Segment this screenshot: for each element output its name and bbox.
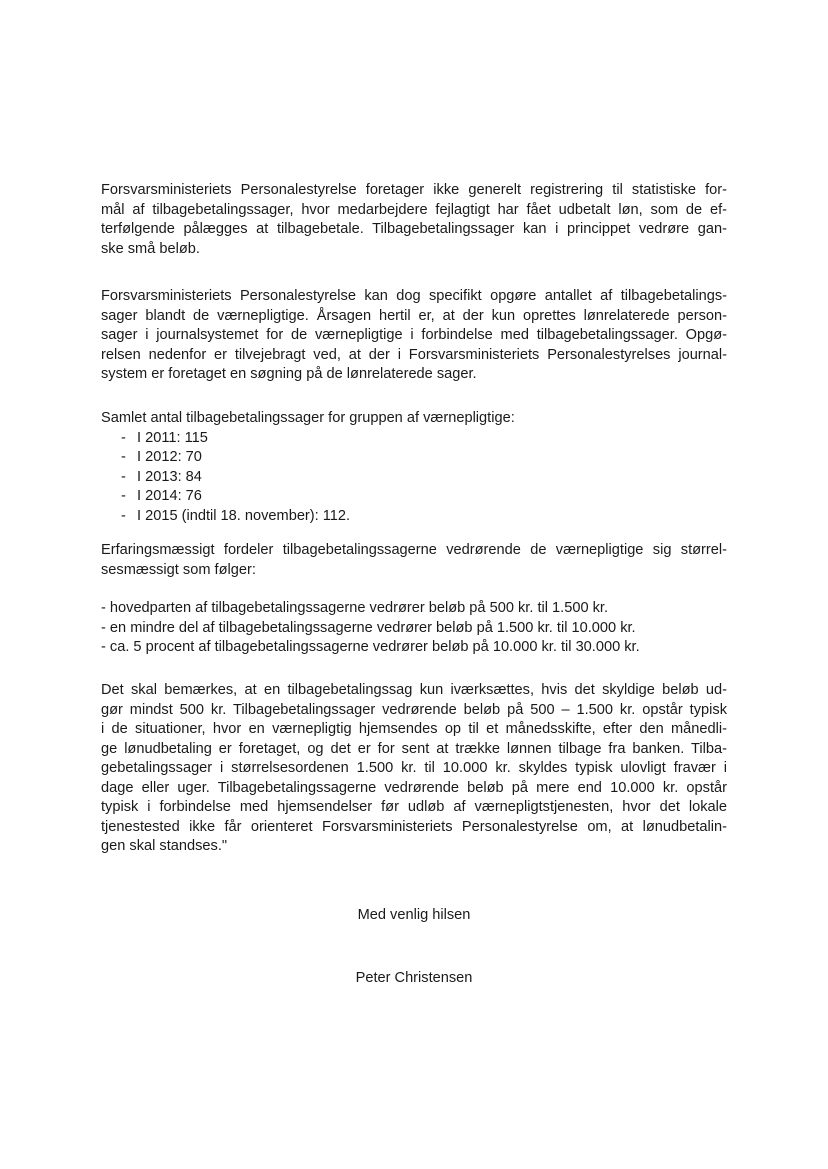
list-item — [101, 468, 727, 488]
list-dash: - — [121, 449, 126, 465]
list-item — [101, 507, 727, 527]
list-text: I 2015 (indtil 18. november): 112. — [137, 507, 351, 524]
paragraph-registration — [101, 181, 727, 259]
list-text: I 2011: 115 — [137, 429, 208, 446]
list-text: I 2014: 76 — [137, 488, 202, 504]
text-line: sesmæssigt som følger: — [101, 561, 256, 578]
closing: Med venlig hilsen — [357, 907, 471, 923]
text-line: terfølgende pålægges at tilbagebetale. Tilbagebetalingssager kan i princippet vedrøre gan- — [101, 221, 727, 237]
text-line: system er foretaget en søgning på de lønrelaterede sager. — [101, 366, 477, 382]
text-line: gen skal standses." — [101, 838, 228, 854]
text-line: dage eller uger. Tilbagebetalingssagerne vedrørende beløb på mere end 10.000 kr. opstår — [101, 779, 727, 796]
case-count-section — [101, 409, 727, 526]
text-line: typisk i forbindelse med hjemsendelser før udløb af værnepligtstjenesten, hvor det lokale — [101, 799, 727, 815]
text-line: sager i journalsystemet for de værnepligtige i forbindelse med tilbagebetalingssager. Opgø- — [101, 327, 727, 343]
size-distribution-list — [101, 599, 727, 658]
text-line: relsen nedenfor er tilvejebragt ved, at der i Forsvarsministeriets Personalestyrelses journal- — [101, 346, 727, 363]
list-item — [101, 487, 727, 507]
list-item — [101, 448, 727, 468]
signature-name: Peter Christensen — [355, 970, 473, 986]
list-item: - hovedparten af tilbagebetalingssagerne vedrører beløb på 500 kr. til 1.500 kr. — [101, 600, 609, 616]
list-text: I 2012: 70 — [137, 449, 202, 465]
text-line: Erfaringsmæssigt fordeler tilbagebetalingssagerne vedrørende de værnepligtige sig størrel- — [101, 542, 727, 558]
text-line: mål af tilbagebetalingssager, hvor medarbejdere fejlagtigt har fået udbetalt løn, som de ef- — [101, 201, 727, 218]
text-line: sager blandt de værnepligtige. Årsagen hertil er, at der kun oprettes lønrelaterede person- — [101, 307, 727, 324]
text-line: tjenestested ikke får orienteret Forsvarsministeriets Personalestyrelse om, at lønudbetalin- — [101, 818, 727, 835]
list-dash: - — [121, 507, 126, 524]
list-dash: - — [121, 468, 126, 485]
list-item: - en mindre del af tilbagebetalingssagerne vedrører beløb på 1.500 kr. til 10.000 kr. — [101, 619, 636, 636]
text-line: ge lønudbetaling er foretaget, og det er for sent at trække lønnen tilbage fra banken. Tilba- — [101, 740, 727, 757]
count-intro: Samlet antal tilbagebetalingssager for gruppen af værnepligtige: — [101, 410, 515, 426]
text-line: ske små beløb. — [101, 240, 200, 257]
list-dash: - — [121, 488, 126, 504]
list-text: I 2013: 84 — [137, 468, 202, 485]
paragraph-experience — [101, 541, 727, 580]
text-line: Forsvarsministeriets Personalestyrelse foretager ikke generelt registrering til statistiske for- — [101, 182, 727, 198]
text-line: gør mindst 500 kr. Tilbagebetalingssager vedrørende beløb på 500 – 1.500 kr. opstår typisk — [101, 701, 727, 718]
text-line: Det skal bemærkes, at en tilbagebetalingssag kun iværksættes, hvis det skyldige beløb ud- — [101, 682, 727, 698]
text-line: i de situationer, hvor en værnepligtig hjemsendes op til et månedsskifte, efter den månedli- — [101, 721, 727, 737]
text-line: Forsvarsministeriets Personalestyrelse kan dog specifikt opgøre antallet af tilbagebetalings- — [101, 288, 727, 304]
list-item — [101, 429, 727, 449]
list-dash: - — [121, 429, 126, 446]
text-line: gebetalingssager i størrelsesordenen 1.500 kr. til 10.000 kr. skyldes typisk ulovligt fravær i — [101, 760, 727, 776]
paragraph-conscripts — [101, 287, 727, 385]
paragraph-remarks — [101, 681, 727, 857]
list-item: - ca. 5 procent af tilbagebetalingssagerne vedrører beløb på 10.000 kr. til 30.000 kr. — [101, 639, 640, 655]
